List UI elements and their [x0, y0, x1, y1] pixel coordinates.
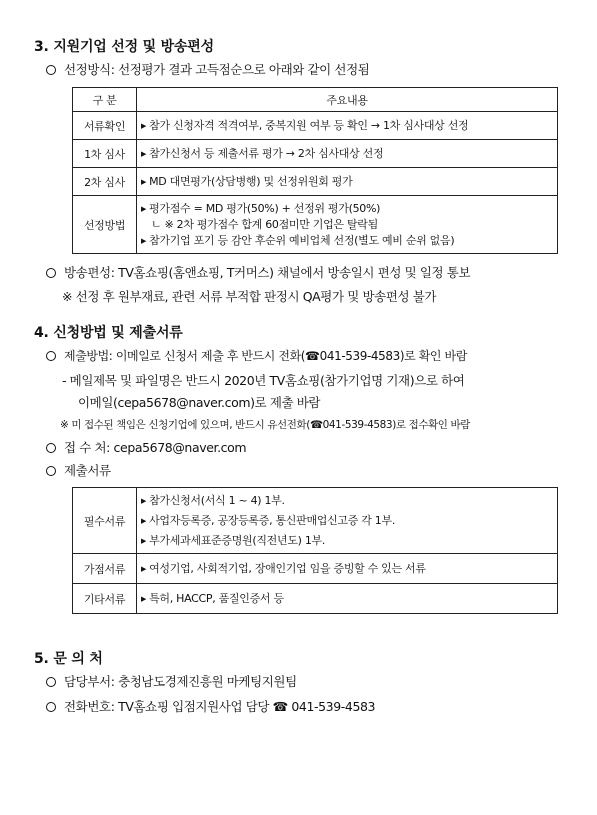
list-item: [141, 146, 553, 162]
row-label: 필수서류: [73, 488, 137, 554]
triangle-bullet-icon: ▶: [141, 536, 147, 545]
address-text: 접 수 처: cepa5678@naver.com: [64, 440, 247, 455]
mail-instruction-2: 이메일(cepa5678@naver.com)로 제출 바람: [78, 395, 321, 410]
triangle-bullet-icon: ▶: [141, 594, 147, 603]
list-item: [141, 491, 553, 511]
bullet-circle-icon: [46, 351, 56, 361]
contact-dept-line: [46, 672, 297, 690]
broadcast-line: [46, 263, 470, 281]
bullet-circle-icon: [46, 65, 56, 75]
table-header-row: [73, 88, 558, 112]
bullet-circle-icon: [46, 702, 56, 712]
item-text: 평가점수 = MD 평가(50%) + 선정위 평가(50%): [149, 201, 381, 215]
row-label: 서류확인: [73, 112, 137, 140]
address-line: [46, 438, 246, 456]
docs-text: 제출서류: [64, 463, 111, 478]
list-item: [141, 233, 553, 249]
selection-method-line: [46, 60, 369, 78]
row-content: [137, 168, 558, 196]
table-row: [73, 488, 558, 554]
row-label: 가점서류: [73, 554, 137, 584]
triangle-bullet-icon: ▶: [141, 496, 147, 505]
row-content: [137, 140, 558, 168]
list-item-note: ㄴ ※ 2차 평가점수 합계 60점미만 기업은 탈락됨: [151, 217, 378, 231]
list-item: [141, 591, 553, 607]
bullet-circle-icon: [46, 466, 56, 476]
section-4-heading: 4. 신청방법 및 제출서류: [34, 325, 183, 341]
row-content: [137, 554, 558, 584]
list-item: [141, 201, 553, 217]
item-text: 참가 신청자격 적격여부, 중복지원 여부 등 확인 → 1차 심사대상 선정: [149, 118, 469, 132]
bullet-circle-icon: [46, 268, 56, 278]
broadcast-text: 방송편성: TV홈쇼핑(홈앤쇼핑, T커머스) 채널에서 방송일시 편성 및 일정 통보: [64, 265, 471, 280]
qa-note: ※ 선정 후 원부재료, 관련 서류 부적합 판정시 QA평가 및 방송편성 불가: [62, 289, 437, 304]
triangle-bullet-icon: ▶: [141, 121, 147, 130]
item-text: 사업자등록증, 공장등록증, 통신판매업신고증 각 1부.: [149, 513, 396, 527]
item-text: 특허, HACCP, 품질인증서 등: [149, 591, 284, 605]
section-5-heading: 5. 문 의 처: [34, 651, 103, 667]
table-row: [73, 168, 558, 196]
item-text: 여성기업, 사회적기업, 장애인기업 임을 증빙할 수 있는 서류: [149, 561, 426, 575]
table-row: [73, 584, 558, 614]
row-label: 1차 심사: [73, 140, 137, 168]
table-row: [73, 140, 558, 168]
row-content: [137, 196, 558, 254]
list-item: [141, 531, 553, 551]
item-text: 참가신청서 등 제출서류 평가 → 2차 심사대상 선정: [149, 146, 384, 160]
triangle-bullet-icon: ▶: [141, 177, 147, 186]
row-content: [137, 584, 558, 614]
submit-method-text: 제출방법: 이메일로 신청서 제출 후 반드시 전화(☎041-539-4583)로 확인 바람: [64, 349, 467, 363]
selection-table: [72, 87, 558, 254]
docs-line: [46, 461, 111, 479]
contact-dept-text: 담당부서: 충청남도경제진흥원 마케팅지원팀: [64, 674, 297, 689]
item-text: 참가신청서(서식 1 ~ 4) 1부.: [149, 493, 285, 507]
table-header-cell: 구 분: [73, 88, 137, 112]
item-text: MD 대면평가(상담병행) 및 선정위원회 평가: [149, 174, 353, 188]
triangle-bullet-icon: ▶: [141, 236, 147, 245]
table-row: [73, 112, 558, 140]
table-row: [73, 196, 558, 254]
row-label: 기타서류: [73, 584, 137, 614]
triangle-bullet-icon: ▶: [141, 149, 147, 158]
bullet-circle-icon: [46, 443, 56, 453]
row-content: [137, 488, 558, 554]
row-label: 선정방법: [73, 196, 137, 254]
section-3-heading: 3. 지원기업 선정 및 방송편성: [34, 39, 214, 55]
row-content: [137, 112, 558, 140]
item-text: 부가세과세표준증명원(직전년도) 1부.: [149, 533, 326, 547]
row-label: 2차 심사: [73, 168, 137, 196]
contact-phone-line: [46, 697, 375, 715]
list-item: [141, 511, 553, 531]
item-text: 참가기업 포기 등 감안 후순위 예비업체 선정(별도 예비 순위 없음): [149, 233, 455, 247]
selection-method-text: 선정방식: 선정평가 결과 고득점순으로 아래와 같이 선정됨: [64, 62, 370, 77]
submit-method-line: [46, 347, 467, 364]
bullet-circle-icon: [46, 677, 56, 687]
contact-phone-text: 전화번호: TV홈쇼핑 입점지원사업 담당 ☎ 041-539-4583: [64, 699, 376, 714]
mail-instruction-1: - 메일제목 및 파일명은 반드시 2020년 TV홈쇼핑(참가기업명 기재)으로 하여: [62, 373, 465, 388]
list-item: [141, 561, 553, 577]
triangle-bullet-icon: ▶: [141, 564, 147, 573]
documents-table: [72, 487, 558, 614]
triangle-bullet-icon: ▶: [141, 516, 147, 525]
confirm-note: ※ 미 접수된 책임은 신청기업에 있으며, 반드시 유선전화(☎041-539-4583)로 접수확인 바람: [60, 419, 470, 431]
triangle-bullet-icon: ▶: [141, 204, 147, 213]
table-row: [73, 554, 558, 584]
list-item: [141, 118, 553, 134]
list-item: [141, 174, 553, 190]
table-header-cell: 주요내용: [137, 88, 558, 112]
